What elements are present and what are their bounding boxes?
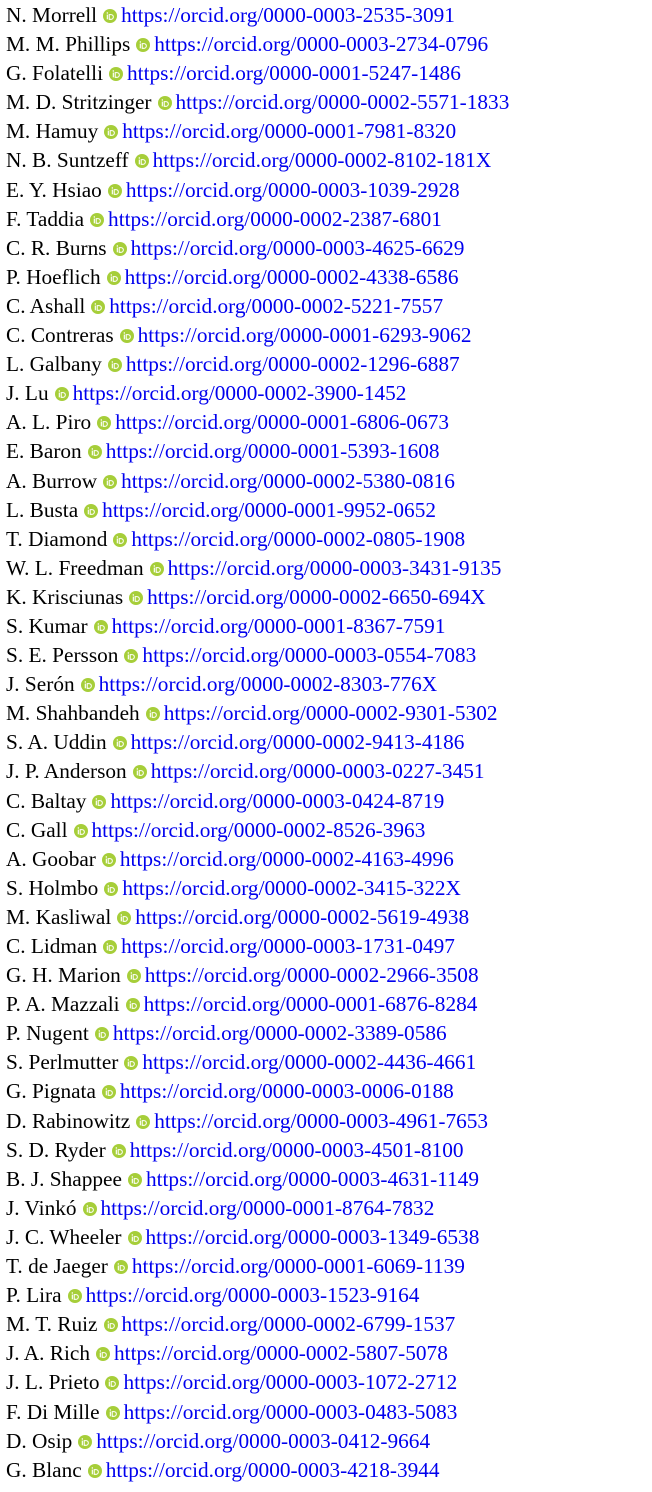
orcid-link[interactable]: https://orcid.org/0000-0003-0227-3451: [150, 759, 485, 784]
orcid-icon: [127, 969, 141, 983]
author-row: [6, 612, 646, 641]
author-row: [6, 961, 646, 990]
orcid-link[interactable]: https://orcid.org/0000-0002-5571-1833: [175, 90, 510, 115]
author-row: [6, 816, 646, 845]
author-row: [6, 117, 646, 146]
author-row: [6, 1252, 646, 1281]
orcid-link[interactable]: https://orcid.org/0000-0003-1039-2928: [125, 177, 460, 202]
orcid-icon: [150, 562, 164, 576]
orcid-link[interactable]: https://orcid.org/0000-0002-9301-5302: [163, 701, 498, 726]
orcid-icon: [104, 125, 118, 139]
orcid-link[interactable]: https://orcid.org/0000-0002-4436-4661: [142, 1050, 477, 1075]
orcid-link[interactable]: https://orcid.org/0000-0001-5393-1608: [105, 439, 440, 464]
orcid-link[interactable]: https://orcid.org/0000-0002-5807-5078: [114, 1341, 448, 1366]
author-row: [6, 30, 646, 59]
orcid-link[interactable]: https://orcid.org/0000-0003-1731-0497: [121, 934, 455, 958]
author-row: [6, 728, 646, 757]
author-name: P. A. Mazzali: [6, 992, 120, 1017]
author-row: [6, 146, 646, 175]
author-row: [6, 554, 646, 583]
author-name: L. Galbany: [6, 352, 102, 377]
orcid-icon: [91, 300, 105, 314]
author-name: B. J. Shappee: [6, 1166, 122, 1191]
author-row: [6, 1048, 646, 1077]
orcid-link[interactable]: https://orcid.org/0000-0003-4218-3944: [105, 1457, 440, 1482]
orcid-icon: [112, 1144, 126, 1158]
author-row: [6, 583, 646, 612]
author-name: D. Rabinowitz: [6, 1108, 131, 1133]
orcid-link[interactable]: https://orcid.org/0000-0003-0412-9664: [96, 1428, 431, 1453]
orcid-link[interactable]: https://orcid.org/0000-0002-0805-1908: [131, 526, 466, 551]
author-name: J. Vinkó: [6, 1195, 77, 1220]
orcid-icon: [103, 475, 117, 489]
author-row: [6, 845, 646, 874]
author-row: [6, 1310, 646, 1339]
orcid-icon: [109, 67, 123, 81]
orcid-link[interactable]: https://orcid.org/0000-0001-6069-1139: [131, 1254, 465, 1279]
orcid-icon: [95, 1027, 109, 1041]
orcid-link[interactable]: https://orcid.org/0000-0003-0483-5083: [123, 1399, 458, 1424]
orcid-icon: [103, 940, 117, 954]
orcid-link[interactable]: https://orcid.org/0000-0002-5380-0816: [121, 468, 455, 493]
author-row: [6, 1, 646, 30]
orcid-icon: [133, 765, 147, 779]
author-name: G. Folatelli: [6, 61, 104, 86]
orcid-icon: [107, 271, 121, 285]
orcid-icon: [96, 1347, 110, 1361]
author-name: W. L. Freedman: [6, 555, 144, 580]
orcid-icon: [84, 504, 98, 518]
orcid-icon: [120, 329, 134, 343]
orcid-link[interactable]: https://orcid.org/0000-0003-4625-6629: [130, 235, 465, 260]
author-row: [6, 350, 646, 379]
orcid-link[interactable]: https://orcid.org/0000-0003-1072-2712: [123, 1370, 458, 1395]
author-row: [6, 1281, 646, 1310]
author-name: C. Ashall: [6, 293, 86, 318]
author-name: S. E. Persson: [6, 643, 119, 668]
author-name: M. D. Stritzinger: [6, 90, 152, 115]
orcid-link[interactable]: https://orcid.org/0000-0003-1349-6538: [145, 1224, 480, 1249]
author-name: C. Gall: [6, 817, 68, 842]
orcid-link[interactable]: https://orcid.org/0000-0001-9952-0652: [102, 497, 436, 522]
orcid-icon: [104, 1318, 118, 1332]
author-name: P. Nugent: [6, 1021, 89, 1046]
orcid-icon: [102, 853, 116, 867]
author-name: L. Busta: [6, 497, 79, 522]
orcid-link[interactable]: https://orcid.org/0000-0001-7981-8320: [122, 119, 457, 144]
author-name: J. P. Anderson: [6, 759, 127, 784]
author-orcid-list: [6, 1, 646, 1485]
orcid-icon: [135, 154, 149, 168]
orcid-link[interactable]: https://orcid.org/0000-0002-8526-3963: [91, 817, 426, 842]
author-row: [6, 874, 646, 903]
author-name: M. Hamuy: [6, 119, 99, 144]
orcid-icon: [83, 1202, 97, 1216]
author-name: J. Serón: [6, 672, 75, 697]
orcid-icon: [81, 678, 95, 692]
orcid-link[interactable]: https://orcid.org/0000-0002-3900-1452: [72, 381, 407, 406]
orcid-icon: [113, 242, 127, 256]
orcid-icon: [117, 911, 131, 925]
orcid-icon: [103, 9, 117, 23]
orcid-icon: [90, 213, 104, 227]
orcid-icon: [124, 1056, 138, 1070]
author-row: [6, 990, 646, 1019]
orcid-link[interactable]: https://orcid.org/0000-0002-3389-0586: [112, 1021, 447, 1046]
orcid-link[interactable]: https://orcid.org/0000-0003-4501-8100: [129, 1137, 464, 1162]
author-name: S. D. Ryder: [6, 1137, 106, 1162]
author-name: A. Goobar: [6, 846, 96, 871]
orcid-link[interactable]: https://orcid.org/0000-0003-3431-9135: [167, 555, 502, 580]
orcid-link[interactable]: https://orcid.org/0000-0002-5221-7557: [109, 293, 444, 318]
author-name: G. Blanc: [6, 1457, 82, 1482]
orcid-link[interactable]: https://orcid.org/0000-0002-6650-694X: [147, 584, 486, 609]
author-name: G. H. Marion: [6, 963, 121, 988]
author-name: C. Baltay: [6, 788, 87, 813]
orcid-icon: [128, 1231, 142, 1245]
author-row: [6, 408, 646, 437]
author-name: P. Lira: [6, 1283, 62, 1308]
orcid-link[interactable]: https://orcid.org/0000-0003-0006-0188: [119, 1079, 454, 1104]
orcid-icon: [68, 1289, 82, 1303]
orcid-link[interactable]: https://orcid.org/0000-0002-6799-1537: [121, 1312, 456, 1337]
author-row: [6, 757, 646, 786]
orcid-link[interactable]: https://orcid.org/0000-0002-4163-4996: [119, 846, 454, 871]
author-name: S. Kumar: [6, 613, 88, 638]
orcid-icon: [158, 96, 172, 110]
orcid-link[interactable]: https://orcid.org/0000-0003-0424-8719: [110, 788, 445, 813]
author-row: [6, 699, 646, 728]
orcid-icon: [129, 591, 143, 605]
orcid-icon: [88, 1464, 102, 1478]
author-name: M. Kasliwal: [6, 904, 112, 929]
author-row: [6, 205, 646, 234]
orcid-link[interactable]: https://orcid.org/0000-0002-3415-322X: [122, 875, 461, 900]
author-row: [6, 1427, 646, 1456]
author-row: [6, 1136, 646, 1165]
orcid-icon: [113, 736, 127, 750]
author-row: [6, 437, 646, 466]
orcid-icon: [106, 1406, 120, 1420]
orcid-icon: [136, 1115, 150, 1129]
author-name: S. A. Uddin: [6, 730, 107, 755]
orcid-link[interactable]: https://orcid.org/0000-0003-2535-3091: [121, 3, 455, 27]
author-name: S. Perlmutter: [6, 1050, 119, 1075]
author-name: A. L. Piro: [6, 410, 92, 435]
orcid-link[interactable]: https://orcid.org/0000-0002-1296-6887: [125, 352, 460, 377]
author-name: J. L. Prieto: [6, 1370, 100, 1395]
orcid-icon: [113, 533, 127, 547]
author-row: [6, 787, 646, 816]
author-row: [6, 176, 646, 205]
author-row: [6, 903, 646, 932]
orcid-icon: [102, 1085, 116, 1099]
author-name: S. Holmbo: [6, 875, 99, 900]
orcid-icon: [94, 620, 108, 634]
orcid-link[interactable]: https://orcid.org/0000-0001-6293-9062: [137, 323, 472, 348]
orcid-link[interactable]: https://orcid.org/0000-0003-0554-7083: [142, 643, 477, 668]
author-row: [6, 670, 646, 699]
author-name: E. Y. Hsiao: [6, 177, 102, 202]
author-row: [6, 292, 646, 321]
author-row: [6, 641, 646, 670]
author-name: G. Pignata: [6, 1079, 96, 1104]
author-name: N. Morrell: [6, 3, 98, 27]
orcid-icon: [136, 38, 150, 52]
orcid-icon: [92, 795, 106, 809]
author-name: T. Diamond: [6, 526, 108, 551]
author-name: D. Osip: [6, 1428, 73, 1453]
orcid-link[interactable]: https://orcid.org/0000-0002-4338-6586: [124, 264, 459, 289]
orcid-icon: [78, 1435, 92, 1449]
orcid-link[interactable]: https://orcid.org/0000-0003-4961-7653: [154, 1108, 489, 1133]
orcid-icon: [104, 882, 118, 896]
orcid-icon: [97, 416, 111, 430]
author-name: E. Baron: [6, 439, 82, 464]
author-row: [6, 496, 646, 525]
orcid-icon: [124, 649, 138, 663]
author-row: [6, 1456, 646, 1485]
orcid-icon: [108, 358, 122, 372]
author-row: [6, 59, 646, 88]
orcid-link[interactable]: https://orcid.org/0000-0001-6876-8284: [143, 992, 478, 1017]
author-row: [6, 1194, 646, 1223]
orcid-icon: [55, 387, 69, 401]
author-name: K. Krisciunas: [6, 584, 124, 609]
author-row: [6, 234, 646, 263]
orcid-icon: [74, 824, 88, 838]
author-row: [6, 1107, 646, 1136]
author-name: M. M. Phillips: [6, 32, 131, 57]
orcid-icon: [105, 1376, 119, 1390]
orcid-link[interactable]: https://orcid.org/0000-0003-2734-0796: [154, 32, 489, 57]
author-row: [6, 525, 646, 554]
orcid-link[interactable]: https://orcid.org/0000-0001-6806-0673: [115, 410, 450, 435]
author-row: [6, 321, 646, 350]
author-row: [6, 1165, 646, 1194]
orcid-icon: [88, 445, 102, 459]
author-row: [6, 88, 646, 117]
orcid-icon: [128, 1173, 142, 1187]
orcid-icon: [114, 1260, 128, 1274]
orcid-link[interactable]: https://orcid.org/0000-0001-5247-1486: [127, 61, 461, 86]
orcid-link[interactable]: https://orcid.org/0000-0002-8102-181X: [152, 148, 492, 173]
author-row: [6, 1019, 646, 1048]
author-row: [6, 467, 646, 496]
orcid-icon: [146, 707, 160, 721]
author-name: C. Contreras: [6, 323, 114, 348]
orcid-link[interactable]: https://orcid.org/0000-0002-5619-4938: [135, 904, 470, 929]
author-row: [6, 1223, 646, 1252]
author-name: P. Hoeflich: [6, 264, 101, 289]
orcid-link[interactable]: https://orcid.org/0000-0002-9413-4186: [130, 730, 465, 755]
orcid-link[interactable]: https://orcid.org/0000-0002-2966-3508: [144, 963, 479, 988]
author-name: F. Di Mille: [6, 1399, 100, 1424]
author-row: [6, 379, 646, 408]
orcid-link[interactable]: https://orcid.org/0000-0003-1523-9164: [85, 1283, 420, 1308]
author-name: T. de Jaeger: [6, 1254, 108, 1279]
author-row: [6, 263, 646, 292]
orcid-link[interactable]: https://orcid.org/0000-0001-8367-7591: [111, 613, 446, 638]
orcid-link[interactable]: https://orcid.org/0000-0002-8303-776X: [98, 672, 438, 697]
orcid-icon: [126, 998, 140, 1012]
author-row: [6, 932, 646, 961]
author-name: M. Shahbandeh: [6, 701, 140, 726]
author-name: N. B. Suntzeff: [6, 148, 129, 173]
author-row: [6, 1339, 646, 1368]
orcid-link[interactable]: https://orcid.org/0000-0001-8764-7832: [100, 1195, 435, 1220]
author-name: A. Burrow: [6, 468, 98, 493]
author-name: J. A. Rich: [6, 1341, 91, 1366]
author-name: C. Lidman: [6, 934, 98, 958]
author-row: [6, 1077, 646, 1106]
author-name: F. Taddia: [6, 206, 85, 231]
author-row: [6, 1398, 646, 1427]
orcid-icon: [108, 184, 122, 198]
author-name: C. R. Burns: [6, 235, 107, 260]
author-row: [6, 1368, 646, 1397]
author-name: J. C. Wheeler: [6, 1224, 122, 1249]
orcid-link[interactable]: https://orcid.org/0000-0002-2387-6801: [108, 206, 442, 231]
author-name: J. Lu: [6, 381, 49, 406]
author-name: M. T. Ruiz: [6, 1312, 98, 1337]
orcid-link[interactable]: https://orcid.org/0000-0003-4631-1149: [145, 1166, 479, 1191]
